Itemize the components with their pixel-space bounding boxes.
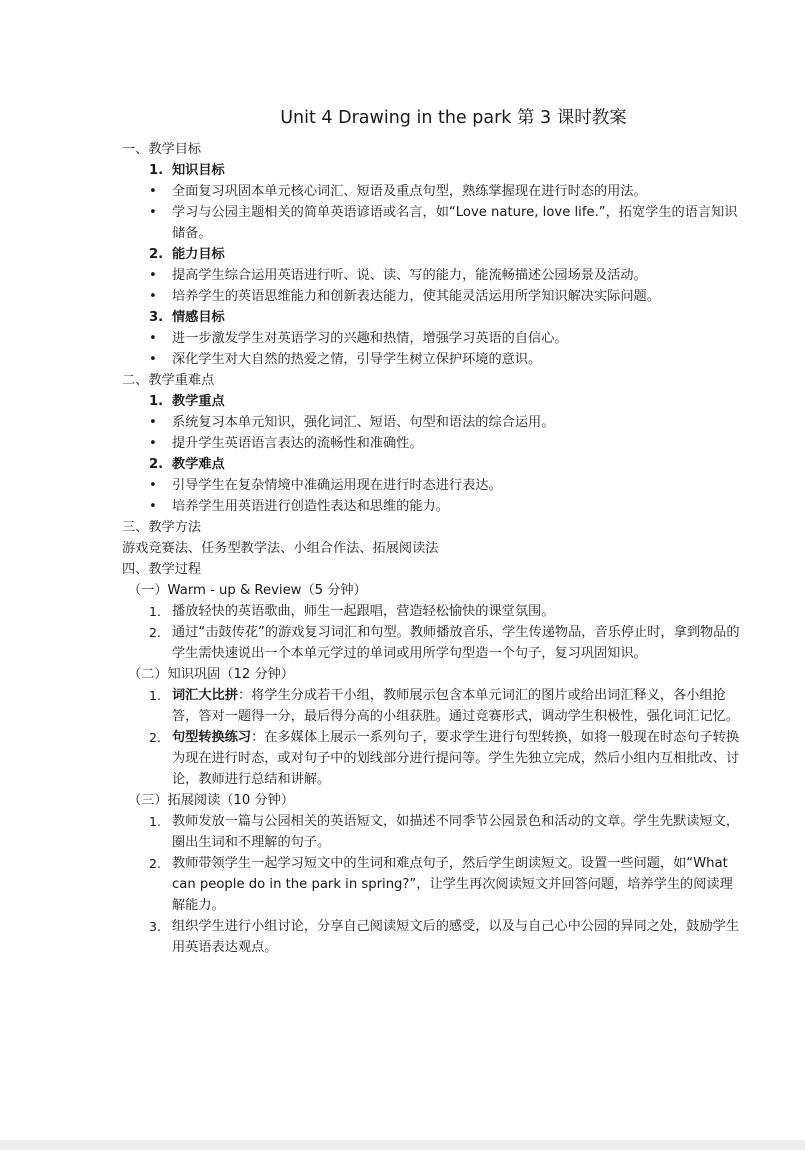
bullet-icon: • <box>149 436 157 451</box>
subsection-label: 教学难点 <box>172 457 225 472</box>
list-item-text: 引导学生在复杂情境中准确运用现在进行时态进行表达。 <box>172 478 502 493</box>
list-item-text: 进一步激发学生对英语学习的兴趣和热情，增强学习英语的自信心。 <box>172 331 568 346</box>
page-title: Unit 4 Drawing in the park 第 3 课时教案 <box>280 108 627 128</box>
list-item-text: 播放轻快的英语歌曲，师生一起跟唱，营造轻松愉快的课堂氛围。 <box>172 604 555 619</box>
list-item <box>149 727 745 790</box>
bullet-icon: • <box>149 331 157 346</box>
list-item <box>149 286 745 307</box>
list-item-text: 深化学生对大自然的热爱之情，引导学生树立保护环境的意识。 <box>172 352 542 367</box>
list-item-text: 教师带领学生一起学习短文中的生词和难点句子，然后学生朗读短文。设置一些问题，如“What can people do in the park in spring?”，让学生再次阅读短文并回答问题，培养学生的阅读理解能力。 <box>172 856 733 913</box>
section-heading: 三、教学方法 <box>122 520 202 535</box>
bullet-icon: • <box>149 352 157 367</box>
list-item <box>149 601 745 622</box>
paragraph: 游戏竞赛法、任务型教学法、小组合作法、拓展阅读法 <box>122 541 439 556</box>
step-number: 1. <box>149 814 161 829</box>
list-item-text: 通过“击鼓传花”的游戏复习词汇和句型。教师播放音乐，学生传递物品，音乐停止时，拿到物品的学生需快速说出一个本单元学过的单词或用所学句型造一个句子，复习巩固知识。 <box>172 625 740 661</box>
bullet-icon: • <box>149 499 157 514</box>
step-number: 2. <box>149 730 161 745</box>
part-heading: （二）知识巩固（12 分钟） <box>128 667 295 682</box>
bullet-icon: • <box>149 415 157 430</box>
list-item <box>149 811 745 853</box>
subsection-label: 知识目标 <box>172 163 225 178</box>
list-item-text: 培养学生用英语进行创造性表达和思维的能力。 <box>172 499 449 514</box>
subsection-number: 2. <box>149 247 164 262</box>
list-item <box>149 202 745 244</box>
subsection-heading <box>149 307 745 328</box>
list-item-text: 培养学生的英语思维能力和创新表达能力，使其能灵活运用所学知识解决实际问题。 <box>172 289 660 304</box>
section-heading: 四、教学过程 <box>122 562 202 577</box>
list-item <box>149 181 745 202</box>
subsection-label: 能力目标 <box>172 247 225 262</box>
subsection-label: 教学重点 <box>172 394 225 409</box>
list-item-text: 组织学生进行小组讨论，分享自己阅读短文后的感受，以及与自己心中公园的异同之处，鼓励学生用英语表达观点。 <box>172 919 740 955</box>
list-item-text: 词汇大比拼：将学生分成若干小组，教师展示包含本单元词汇的图片或给出词汇释义，各小组抢答，答对一题得一分，最后得分高的小组获胜。通过竞赛形式，调动学生积极性，强化词汇记忆。 <box>172 688 740 724</box>
subsection-number: 1. <box>149 394 164 409</box>
bullet-icon: • <box>149 268 157 283</box>
step-number: 3. <box>149 919 161 934</box>
step-number: 1. <box>149 604 161 619</box>
list-item-text: 教师发放一篇与公园相关的英语短文，如描述不同季节公园景色和活动的文章。学生先默读短文，圈出生词和不理解的句子。 <box>172 814 740 850</box>
list-item-text: 系统复习本单元知识，强化词汇、短语、句型和语法的综合运用。 <box>172 415 555 430</box>
list-item <box>149 412 745 433</box>
list-item <box>149 265 745 286</box>
section-heading: 一、教学目标 <box>122 142 202 157</box>
list-item-text: 提高学生综合运用英语进行听、说、读、写的能力，能流畅描述公园场景及活动。 <box>172 268 647 283</box>
list-item <box>149 685 745 727</box>
subsection-heading <box>149 160 745 181</box>
bullet-icon: • <box>149 478 157 493</box>
keyword: 词汇大比拼 <box>172 688 238 703</box>
subsection-number: 2. <box>149 457 164 472</box>
section-heading: 二、教学重难点 <box>122 373 215 388</box>
subsection-label: 情感目标 <box>172 310 225 325</box>
subsection-number: 1. <box>149 163 164 178</box>
subsection-number: 3. <box>149 310 164 325</box>
step-number: 2. <box>149 856 161 871</box>
subsection-heading <box>149 244 745 265</box>
list-item <box>149 622 745 664</box>
list-item-text: 句型转换练习：在多媒体上展示一系列句子，要求学生进行句型转换，如将一般现在时态句子转换为现在进行时态，或对句子中的划线部分进行提问等。学生先独立完成，然后小组内互相批改、讨论，教师进行总结和讲解。 <box>172 730 740 787</box>
list-item <box>149 328 745 349</box>
list-item-text: 提升学生英语语言表达的流畅性和准确性。 <box>172 436 423 451</box>
bullet-icon: • <box>149 184 157 199</box>
part-heading: （三）拓展阅读（10 分钟） <box>128 793 295 808</box>
subsection-heading <box>149 454 745 475</box>
list-item-text: 全面复习巩固本单元核心词汇、短语及重点句型，熟练掌握现在进行时态的用法。 <box>172 184 647 199</box>
step-number: 1. <box>149 688 161 703</box>
bullet-icon: • <box>149 289 157 304</box>
step-number: 2. <box>149 625 161 640</box>
bullet-icon: • <box>149 205 157 220</box>
list-item <box>149 496 745 517</box>
list-item <box>149 475 745 496</box>
list-item <box>149 433 745 454</box>
list-item-text: 学习与公园主题相关的简单英语谚语或名言，如“Love nature, love life.”，拓宽学生的语言知识储备。 <box>172 205 738 241</box>
list-item <box>149 853 745 916</box>
list-item <box>149 916 745 958</box>
list-item <box>149 349 745 370</box>
subsection-heading <box>149 391 745 412</box>
part-heading: （一）Warm - up & Review（5 分钟） <box>128 583 367 598</box>
keyword: 句型转换练习 <box>172 730 252 745</box>
